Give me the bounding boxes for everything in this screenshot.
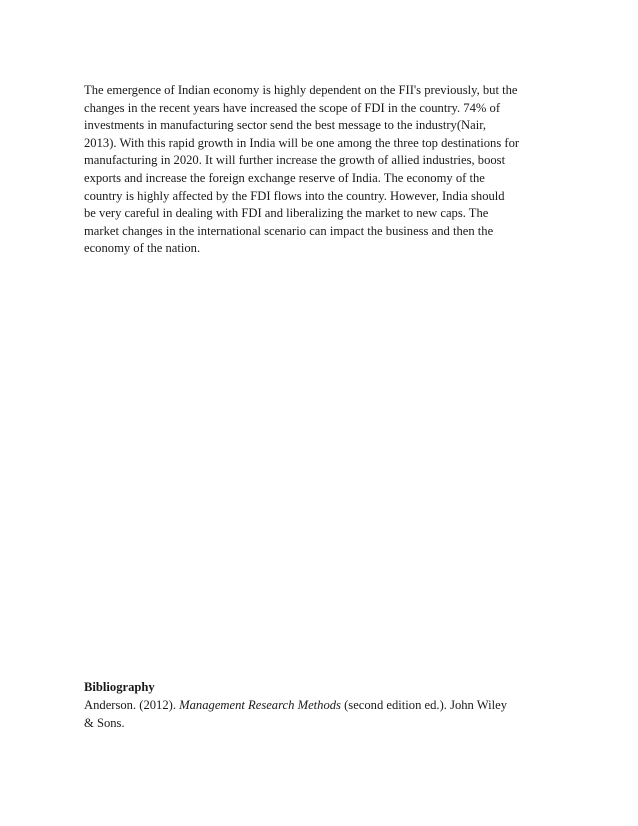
body-paragraph xyxy=(84,82,519,258)
bibliography-heading: Bibliography xyxy=(84,680,155,694)
paragraph-line: changes in the recent years have increased the scope of FDI in the country. 74% of xyxy=(84,100,501,115)
entry-publisher: (second edition ed.). John Wiley xyxy=(340,698,508,712)
bibliography-section xyxy=(84,678,507,732)
paragraph-line: economy of the nation. xyxy=(84,241,201,256)
bibliography-entry xyxy=(84,696,507,714)
entry-title: Management Research Methods xyxy=(179,698,341,712)
paragraph-line: 2013). With this rapid growth in India will be one among the three top destinations for xyxy=(84,135,520,150)
paragraph-line: be very careful in dealing with FDI and liberalizing the market to new caps. The xyxy=(84,206,489,221)
paragraph-line: manufacturing in 2020. It will further increase the growth of allied industries, boost xyxy=(84,153,506,168)
paragraph-line: The emergence of Indian economy is highly dependent on the FII's previously, but the xyxy=(84,83,518,97)
paragraph-line: exports and increase the foreign exchange reserve of India. The economy of the xyxy=(84,170,485,185)
paragraph-line: market changes in the international scenario can impact the business and then the xyxy=(84,223,494,238)
entry-author-year: Anderson. (2012). xyxy=(84,698,180,712)
bibliography-entry-continuation: & Sons. xyxy=(84,716,125,730)
paragraph-line: country is highly affected by the FDI flows into the country. However, India should xyxy=(84,188,505,203)
paragraph-line: investments in manufacturing sector send the best message to the industry(Nair, xyxy=(84,118,487,133)
